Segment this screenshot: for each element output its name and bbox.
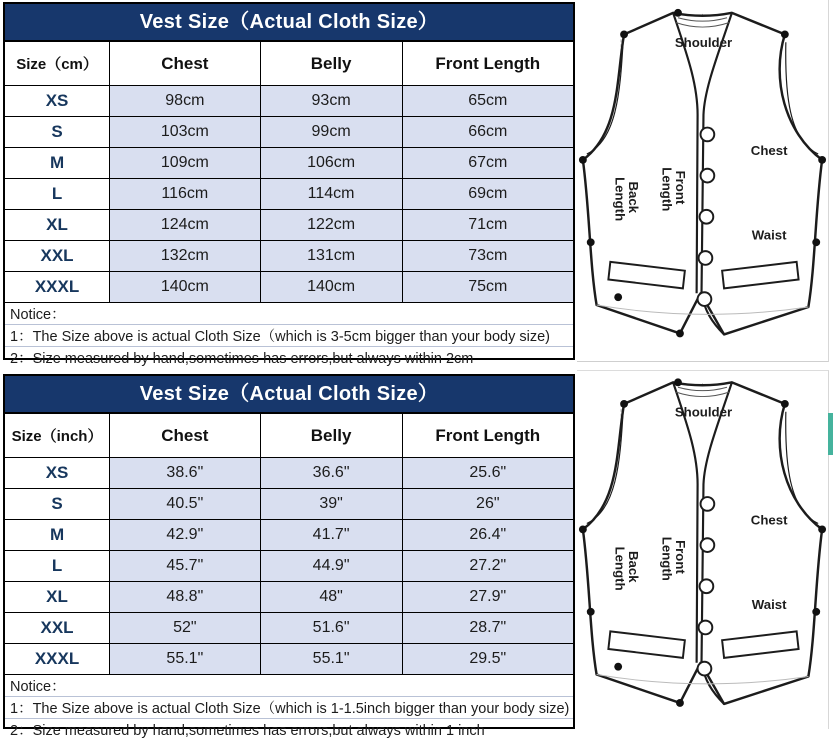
table-row [5, 582, 573, 613]
front-length-column-header: Front Length [403, 414, 573, 457]
size-cell: XS [5, 458, 110, 488]
belly-cell: 93cm [261, 86, 403, 116]
shoulder-label: Shoulder [674, 404, 733, 420]
notice-line-2: 2：Size measured by hand,sometimes has errors,but always within 1 inch [10, 723, 485, 739]
front-length-cell: 73cm [403, 241, 573, 271]
front-length-cell: 25.6" [403, 458, 573, 488]
table-row [5, 272, 573, 303]
front-length-cell: 75cm [403, 272, 573, 302]
chest-cell: 48.8" [110, 582, 261, 612]
notice-title: Notice： [5, 303, 573, 325]
waist-label: Waist [751, 596, 787, 612]
chest-cell: 132cm [110, 241, 261, 271]
back-length-label: Back Length [612, 546, 641, 591]
chest-cell: 38.6" [110, 458, 261, 488]
table-header-row [5, 42, 573, 86]
table-row [5, 551, 573, 582]
size-cell: L [5, 551, 110, 581]
waist-label: Waist [751, 227, 787, 243]
belly-cell: 41.7" [261, 520, 403, 550]
front-length-cell: 65cm [403, 86, 573, 116]
table-row [5, 117, 573, 148]
chest-column-header: Chest [110, 42, 261, 85]
table-row [5, 241, 573, 272]
chest-cell: 40.5" [110, 489, 261, 519]
table-row [5, 179, 573, 210]
front-length-cell: 66cm [403, 117, 573, 147]
chest-cell: 98cm [110, 86, 261, 116]
notice-line-1: 1：The Size above is actual Cloth Size（which is 1-1.5inch bigger than your body size) [5, 697, 573, 719]
belly-cell: 55.1" [261, 644, 403, 674]
vest-measurement-diagram [577, 0, 829, 362]
notice-title: Notice： [5, 675, 573, 697]
belly-column-header: Belly [261, 42, 403, 85]
size-table-inch [3, 374, 575, 739]
size-cell: XL [5, 210, 110, 240]
notice-section [5, 303, 573, 368]
size-cell: XXL [5, 613, 110, 643]
chest-column-header: Chest [110, 414, 261, 457]
belly-cell: 48" [261, 582, 403, 612]
table-row [5, 489, 573, 520]
table-row [5, 613, 573, 644]
chest-label: Chest [750, 512, 788, 528]
front-length-cell: 26.4" [403, 520, 573, 550]
table-row [5, 86, 573, 117]
chest-cell: 109cm [110, 148, 261, 178]
belly-cell: 99cm [261, 117, 403, 147]
chest-cell: 103cm [110, 117, 261, 147]
size-cell: XXL [5, 241, 110, 271]
size-cell: S [5, 117, 110, 147]
belly-cell: 36.6" [261, 458, 403, 488]
belly-cell: 122cm [261, 210, 403, 240]
scrollbar-thumb[interactable] [828, 413, 833, 455]
chest-cell: 52" [110, 613, 261, 643]
chest-cell: 55.1" [110, 644, 261, 674]
size-cell: M [5, 520, 110, 550]
size-cell: XS [5, 86, 110, 116]
size-cell: XL [5, 582, 110, 612]
belly-cell: 39" [261, 489, 403, 519]
vest-diagram-svg [577, 0, 828, 361]
front-length-cell: 71cm [403, 210, 573, 240]
belly-cell: 51.6" [261, 613, 403, 643]
front-length-cell: 28.7" [403, 613, 573, 643]
front-length-cell: 27.2" [403, 551, 573, 581]
chest-cell: 116cm [110, 179, 261, 209]
chest-cell: 45.7" [110, 551, 261, 581]
chest-cell: 42.9" [110, 520, 261, 550]
table-row [5, 520, 573, 551]
front-length-cell: 27.9" [403, 582, 573, 612]
table-header-row [5, 414, 573, 458]
table-row [5, 458, 573, 489]
vest-measurement-diagram [577, 370, 829, 729]
front-length-cell: 29.5" [403, 644, 573, 674]
notice-line-2: 2：Size measured by hand,sometimes has errors,but always within 2cm [10, 351, 474, 367]
table-title: Vest Size（Actual Cloth Size） [5, 4, 573, 42]
chest-cell: 140cm [110, 272, 261, 302]
size-column-header: Size（cm） [5, 42, 110, 85]
vest-diagram-svg [577, 371, 828, 729]
size-column-header: Size（inch） [5, 414, 110, 457]
notice-section [5, 675, 573, 740]
belly-column-header: Belly [261, 414, 403, 457]
size-cell: S [5, 489, 110, 519]
table-title: Vest Size（Actual Cloth Size） [5, 376, 573, 414]
table-row [5, 148, 573, 179]
belly-cell: 131cm [261, 241, 403, 271]
belly-cell: 140cm [261, 272, 403, 302]
size-cell: XXXL [5, 644, 110, 674]
belly-cell: 114cm [261, 179, 403, 209]
front-length-cell: 26" [403, 489, 573, 519]
size-cell: M [5, 148, 110, 178]
front-length-cell: 67cm [403, 148, 573, 178]
shoulder-label: Shoulder [674, 35, 733, 51]
size-cell: L [5, 179, 110, 209]
notice-line-1: 1：The Size above is actual Cloth Size（which is 3-5cm bigger than your body size) [5, 325, 573, 347]
chest-cell: 124cm [110, 210, 261, 240]
front-length-label: Front Length [659, 536, 689, 581]
size-table-cm [3, 2, 575, 367]
front-length-column-header: Front Length [403, 42, 573, 85]
front-length-cell: 69cm [403, 179, 573, 209]
back-length-label: Back Length [612, 177, 641, 222]
size-cell: XXXL [5, 272, 110, 302]
belly-cell: 106cm [261, 148, 403, 178]
chest-label: Chest [750, 143, 788, 159]
front-length-label: Front Length [659, 167, 689, 212]
belly-cell: 44.9" [261, 551, 403, 581]
table-row [5, 210, 573, 241]
table-row [5, 644, 573, 675]
